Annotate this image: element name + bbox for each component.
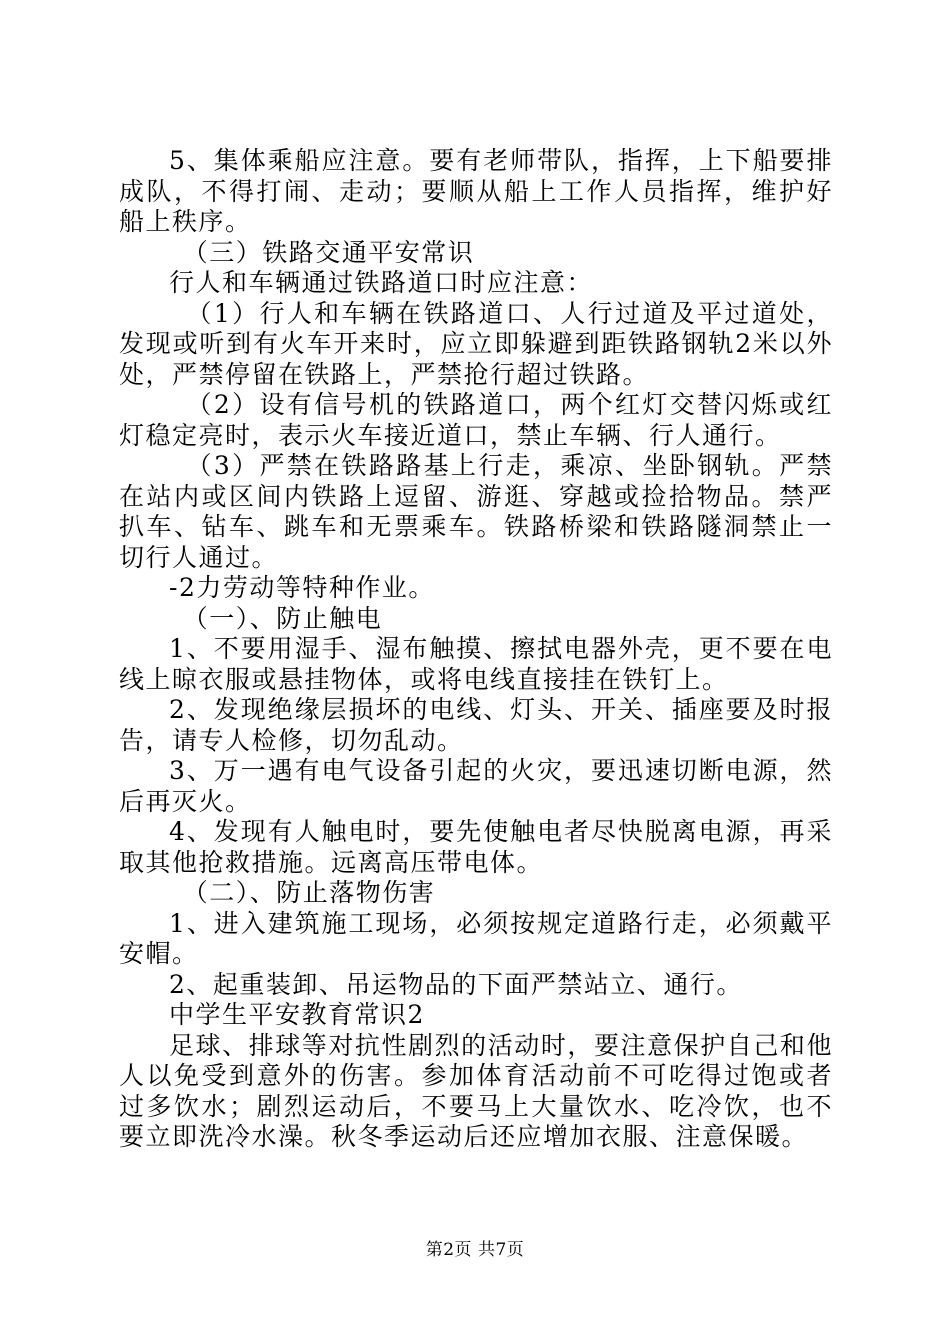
paragraph-railway-intro: 行人和车辆通过铁路道口时应注意： — [169, 268, 594, 297]
paragraph-railway-item-1: （1）行人和车辆在铁路道口、人行过道及平过道处，发现或听到有火车开来时，应立即躲避到距铁路钢轨2米以外处，严禁停留在铁路上，严禁抢行超过铁路。 — [119, 298, 833, 389]
section-title-safety-2: 中学生平安教育常识2 — [169, 1000, 425, 1029]
paragraph-falling-item-2: 2、起重装卸、吊运物品的下面严禁站立、通行。 — [169, 969, 743, 999]
paragraph-sports-safety: 足球、排球等对抗性剧烈的活动时，要注意保护自己和他人以免受到意外的伤害。参加体育活动前不可吃得过饱或者过多饮水；剧烈运动后，不要马上大量饮水、吃冷饮，也不要立即洗冷水澡。秋冬季运动后还应增加衣服、注意保暖。 — [119, 1030, 833, 1151]
paragraph-shock-item-1: 1、不要用湿手、湿布触摸、擦拭电器外壳，更不要在电线上晾衣服或悬挂物体，或将电线直接挂在铁钉上。 — [119, 634, 833, 694]
paragraph-falling-item-1: 1、进入建筑施工现场，必须按规定道路行走，必须戴平安帽。 — [119, 908, 833, 968]
paragraph-special-work: -2力劳动等特种作业。 — [169, 573, 435, 602]
paragraph-boat-rules: 5、集体乘船应注意。要有老师带队，指挥，上下船要排成队，不得打闹、走动；要顺从船上工作人员指挥，维护好船上秩序。 — [119, 146, 833, 236]
document-body — [119, 146, 833, 1153]
paragraph-railway-item-2: （2）设有信号机的铁路道口，两个红灯交替闪烁或红灯稳定亮时，表示火车接近道口，禁止车辆、行人通行。 — [119, 390, 833, 450]
page-number-label: 第2页 共7页 — [425, 1240, 525, 1260]
section-heading-electric-shock: （一）、防止触电 — [182, 603, 383, 633]
section-heading-railway: （三）铁路交通平安常识 — [182, 237, 475, 267]
paragraph-railway-item-3: （3）严禁在铁路路基上行走，乘凉、坐卧钢轨。严禁在站内或区间内铁路上逗留、游逛、穿越或捡拾物品。禁严扒车、钻车、跳车和无票乘车。铁路桥梁和铁路隧洞禁止一切行人通过。 — [119, 451, 833, 572]
paragraph-shock-item-2: 2、发现绝缘层损坏的电线、灯头、开关、插座要及时报告，请专人检修，切勿乱动。 — [119, 695, 833, 755]
paragraph-shock-item-3: 3、万一遇有电气设备引起的火灾，要迅速切断电源，然后再灭火。 — [119, 756, 833, 816]
paragraph-shock-item-4: 4、发现有人触电时，要先使触电者尽快脱离电源，再采取其他抢救措施。远离高压带电体。 — [119, 817, 833, 877]
page-footer — [0, 1240, 950, 1260]
section-heading-falling-objects: （二）、防止落物伤害 — [182, 878, 436, 907]
